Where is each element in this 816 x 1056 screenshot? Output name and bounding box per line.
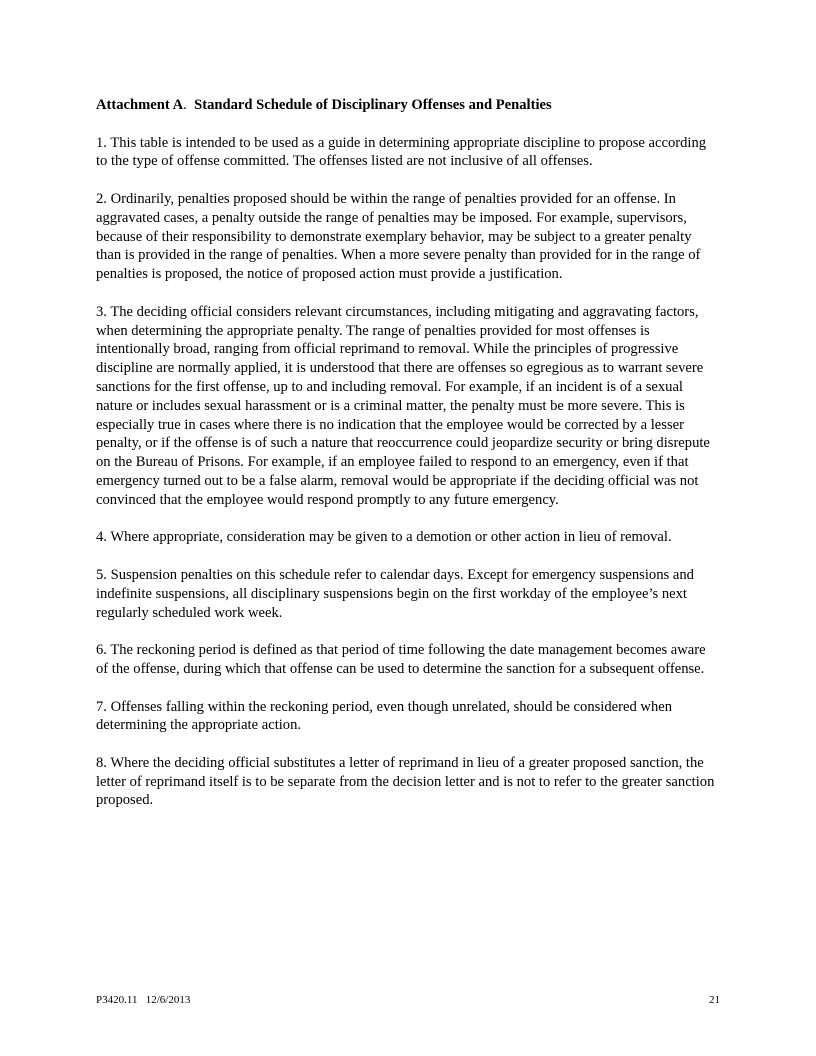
paragraph-5: 5. Suspension penalties on this schedule refer to calendar days. Except for emergency suspensions and indefinite suspensions, all disciplinary suspensions begin on the first workday of the employee’s next regularly scheduled work week.	[96, 566, 694, 621]
paragraph-2: 2. Ordinarily, penalties proposed should be within the range of penalties provided for an offense. In aggravated cases, a penalty outside the range of penalties may be imposed. For example, supervisors, because of their responsibility to demonstrate exemplary behavior, may be subject to a greater penalty than is provided in the range of penalties. When a more severe penalty than provided for in the range of penalties is proposed, the notice of proposed action must provide a justification.	[96, 190, 701, 283]
paragraph-6: 6. The reckoning period is defined as that period of time following the date management becomes aware of the offense, during which that offense can be used to determine the sanction for a subsequent offense.	[96, 642, 706, 677]
paragraph-4: 4. Where appropriate, consideration may be given to a demotion or other action in lieu of removal.	[96, 529, 672, 546]
page-heading	[96, 96, 720, 115]
heading-separator: .	[183, 97, 195, 113]
paragraph-1: 1. This table is intended to be used as a guide in determining appropriate discipline to propose according to the type of offense committed. The offenses listed are not inclusive of all offenses.	[96, 134, 707, 170]
document-body	[96, 96, 720, 829]
paragraph-7: 7. Offenses falling within the reckoning period, even though unrelated, should be considered when determining the appropriate action.	[96, 698, 673, 734]
attachment-label: Attachment A	[96, 97, 184, 113]
paragraph-3: 3. The deciding official considers relevant circumstances, including mitigating and aggravating factors, when determining the appropriate penalty. The range of penalties provided for most offenses is intentionally broad, ranging from official reprimand to removal. While the principles of progressive discipline are normally applied, it is understood that there are offenses so egregious as to warrant severe sanctions for the first offense, up to and including removal. For example, if an incident is of a sexual nature or includes sexual harassment or is a criminal matter, the penalty must be more severe. This is especially true in cases where there is no indication that the employee would be corrected by a lesser penalty, or if the offense is of such a nature that reoccurrence could jeopardize security or bring disrepute on the Bureau of Prisons. For example, if an employee failed to respond to an emergency, even if that emergency turned out to be a false alarm, removal would be appropriate if the deciding official was not convinced that the employee would respond promptly to any future emergency.	[96, 303, 710, 508]
heading-title: Standard Schedule of Disciplinary Offenses and Penalties	[194, 97, 552, 113]
paragraph-8: 8. Where the deciding official substitutes a letter of reprimand in lieu of a greater proposed sanction, the letter of reprimand itself is to be separate from the decision letter and is not to refer to the greater sanction proposed.	[96, 754, 715, 809]
footer-document-id: P3420.11 12/6/2013	[96, 994, 191, 1006]
footer-page-number: 21	[709, 994, 720, 1006]
